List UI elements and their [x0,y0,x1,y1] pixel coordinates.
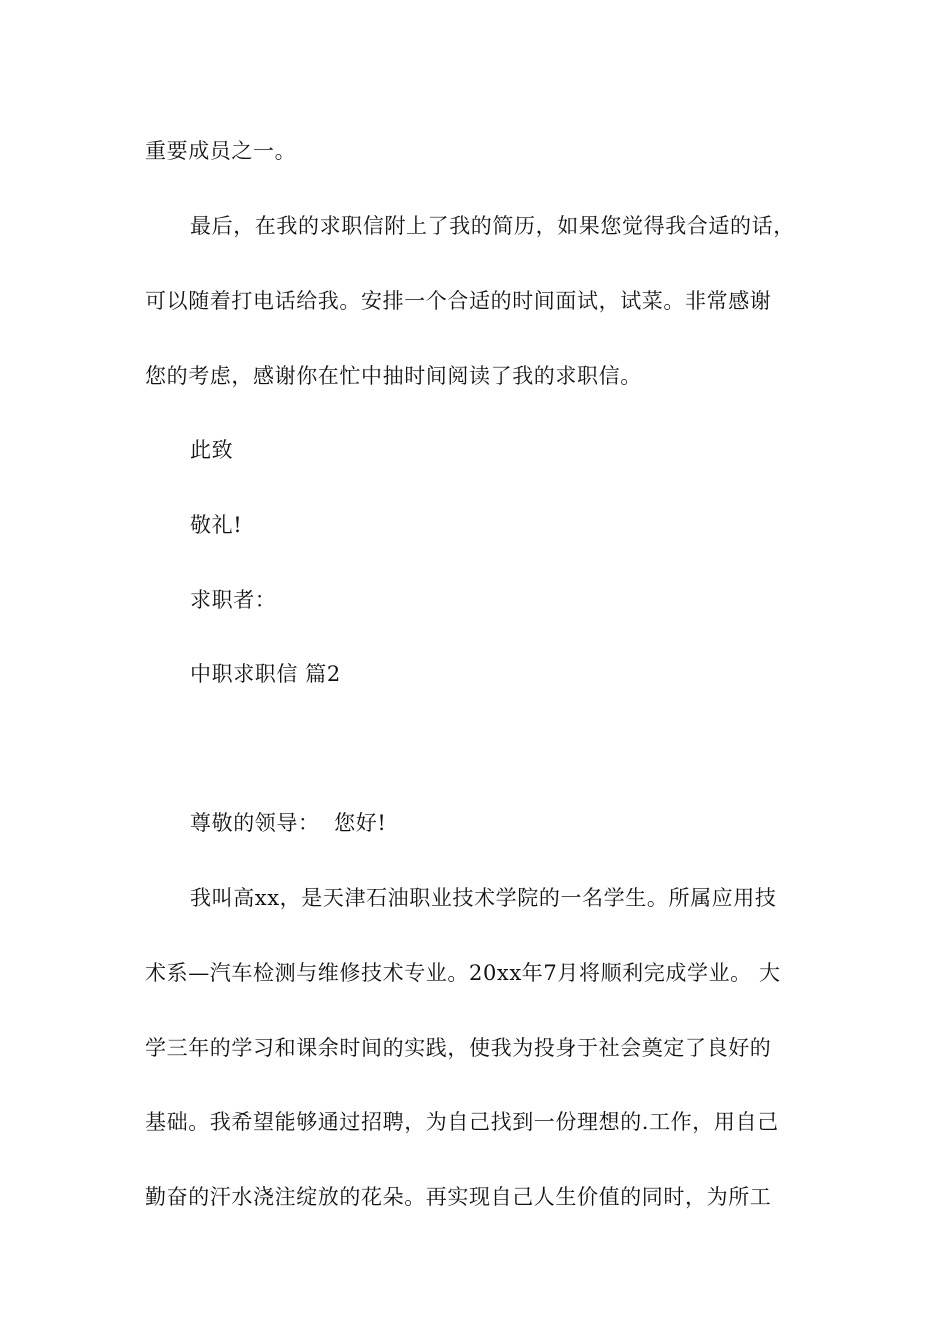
paragraph-line: 最后，在我的求职信附上了我的简历，如果您觉得我合适的话， [190,214,795,238]
paragraph-line: 您的考虑，感谢你在忙中抽时间阅读了我的求职信。 [145,364,642,388]
paragraph-line: 勤奋的汗水浇注绽放的花朵。再实现自己人生价值的同时，为所工 [145,1185,772,1209]
paragraph-line: 学三年的学习和课余时间的实践，使我为投身于社会奠定了良好的 [145,1036,772,1060]
salutation: 尊敬的领导： 您好! [190,811,387,835]
section-title: 中职求职信 篇2 [190,662,341,686]
paragraph-line: 基础。我希望能够通过招聘，为自己找到一份理想的.工作，用自己 [145,1110,779,1134]
paragraph-line: 可以随着打电话给我。安排一个合适的时间面试，试菜。非常感谢 [145,289,772,313]
closing-line: 此致 [190,438,234,462]
signature-line: 求职者： [190,588,277,612]
paragraph-line: 重要成员之一。 [145,139,297,163]
paragraph-line: 我叫高xx，是天津石油职业技术学院的一名学生。所属应用技 [190,886,777,910]
paragraph-line: 术系—汽车检测与维修技术专业。20xx年7月将顺利完成学业。 大 [145,961,781,985]
closing-line: 敬礼! [190,513,243,537]
